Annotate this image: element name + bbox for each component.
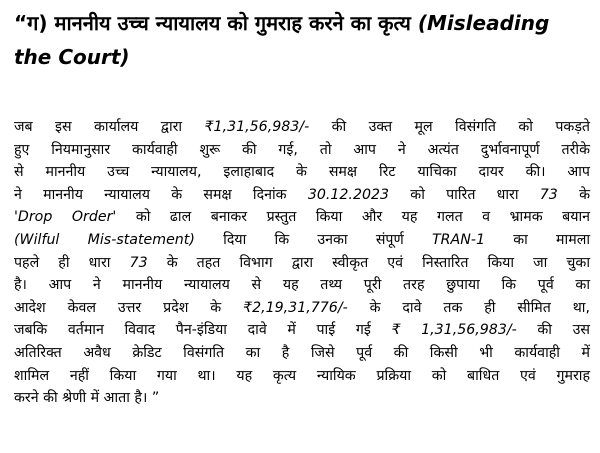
text-line	[14, 139, 590, 162]
text-line	[14, 184, 590, 207]
text-line	[14, 297, 590, 320]
text-segment: जब इस कार्यालय द्वारा	[14, 119, 205, 135]
body-paragraph	[14, 116, 590, 410]
text-segment: शामिल नहीं किया गया था। यह कृत्य न्यायिक प्रक्रिया को बाधित एवं गुमराह	[14, 367, 590, 384]
text-segment: से माननीय उच्च न्यायालय, इलाहाबाद के समक्ष रिट याचिका दायर की। आप	[14, 164, 590, 181]
text-line	[14, 365, 590, 388]
amount-value: ₹ 1,31,56,983/-	[391, 322, 517, 339]
text-line	[14, 387, 590, 410]
text-segment: अतिरिक्त अवैध क्रेडिट विसंगति का है जिसे पूर्व की किसी भी कार्यवाही में	[14, 344, 590, 361]
text-line	[14, 252, 590, 275]
section-number: 73	[129, 254, 148, 271]
text-segment: के	[557, 186, 590, 203]
order-date: 30.12.2023	[307, 186, 390, 203]
text-segment: पहले ही धारा	[14, 254, 130, 271]
text-segment: आदेश केवल उत्तर प्रदेश के	[14, 299, 244, 316]
tran-form-term: TRAN-1	[431, 231, 485, 248]
text-segment: का मामला	[484, 231, 590, 248]
text-line	[14, 274, 590, 297]
text-segment: की उक्त मूल विसंगति को पकड़ते	[309, 119, 591, 135]
text-line	[14, 342, 590, 365]
amount-value: ₹2,19,31,776/-	[243, 299, 348, 316]
amount-value: ₹1,31,56,983/-	[204, 119, 310, 135]
section-heading	[14, 6, 592, 74]
heading-english: (Misleading the Court)	[14, 11, 550, 69]
text-line	[14, 161, 590, 184]
drop-order-term: 'Drop Order'	[14, 209, 117, 226]
text-segment: दिया कि उनका संपूर्ण	[194, 231, 432, 248]
text-line	[14, 229, 590, 252]
text-segment: करने की श्रेणी में आता है। ”	[14, 390, 160, 407]
text-line	[14, 116, 590, 139]
wilful-misstatement-term: (Wilful Mis-statement)	[14, 231, 195, 248]
text-segment: है। आप ने माननीय न्यायालय से यह तथ्य पूरी तरह छुपाया कि पूर्व का	[14, 277, 590, 294]
text-line	[14, 206, 590, 229]
text-segment: की उस	[516, 322, 590, 339]
text-segment: के तहत विभाग द्वारा स्वीकृत एवं निस्तारित किया जा चुका	[147, 254, 590, 271]
heading-hindi: “ग) माननीय उच्च न्यायालय को गुमराह करने का कृत्य	[14, 11, 411, 35]
section-number: 73	[539, 186, 558, 203]
text-segment: के दावे तक ही सीमित था,	[347, 299, 590, 316]
text-segment: हुए नियमानुसार कार्यवाही शुरू की गई, तो आप ने अत्यंत दुर्भावनापूर्ण तरीके	[14, 141, 590, 158]
text-line	[14, 319, 590, 342]
text-segment: जबकि वर्तमान विवाद पैन-इंडिया दावे में पाई गई	[14, 322, 392, 339]
text-segment: ने माननीय न्यायालय के समक्ष दिनांक	[14, 186, 308, 203]
text-segment: को ढाल बनाकर प्रस्तुत किया और यह गलत व भ्रामक बयान	[116, 209, 590, 226]
text-segment: को पारित धारा	[389, 186, 540, 203]
